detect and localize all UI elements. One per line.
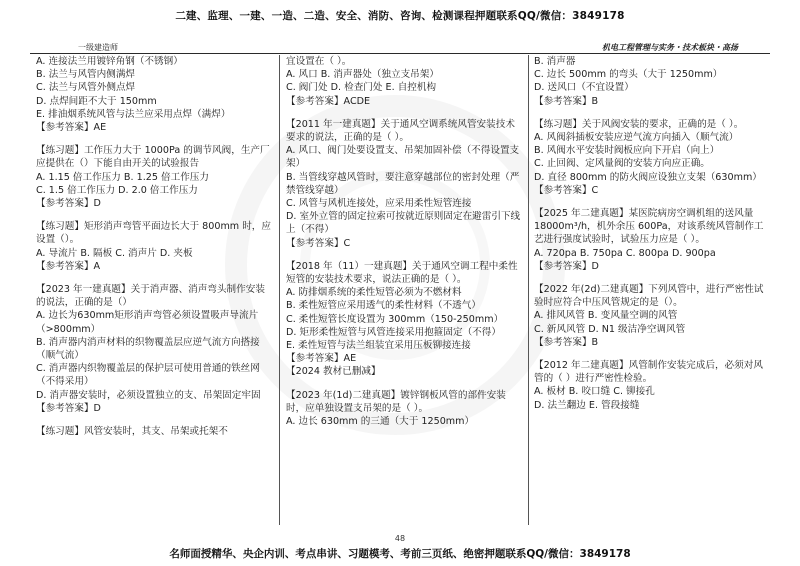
answer-line: 【参考答案】B	[534, 95, 599, 107]
paragraph-gap	[36, 273, 274, 283]
option-line: A. 风口、阀门处要设置支、吊架加固补偿（不得设置支架）	[286, 145, 520, 170]
option-line: C. 边长 500mm 的弯头（大于 1250mm）	[534, 69, 723, 81]
question-stem: 【练习题】工作压力大于 1000Pa 的调节风阀，生产厂应提供在（）下能自由开关的试验报告	[36, 145, 270, 170]
answer-line: 【参考答案】C	[286, 237, 351, 249]
paragraph-gap	[36, 134, 274, 144]
option-line: C. 阀门处 D. 检查门处 E. 自控机构	[286, 82, 437, 94]
column-divider	[528, 55, 529, 525]
question-stem: 【练习题】矩形消声弯管平面边长大于 800mm 时，应设置（）。	[36, 221, 271, 246]
paragraph-gap	[286, 379, 522, 389]
option-line: C. 风管与风机连接处，应采用柔性短管连接	[286, 198, 472, 210]
question-line: 宜设置在（ ）。	[286, 56, 352, 67]
question-stem: 【2023 年一建真题】关于消声器、消声弯头制作安装的说法，正确的是（）	[36, 284, 265, 309]
option-line: B. 法兰与风管内侧满焊	[36, 69, 136, 81]
option-line: B. 消声器	[534, 56, 576, 67]
option-line: A. 板材 B. 咬口缝 C. 铆接孔	[534, 386, 655, 398]
top-banner: 二建、监理、一建、一造、二造、安全、消防、咨询、检测课程押题联系QQ/微信：3849178	[175, 10, 625, 22]
answer-line: 【参考答案】AE	[36, 122, 107, 134]
option-line: D. 室外立管的固定拉索可按就近原则固定在避雷引下线上（不得）	[286, 211, 521, 236]
option-line: C. 1.5 倍工作压力 D. 2.0 倍工作压力	[36, 184, 198, 196]
answer-line: 【参考答案】ACDE	[286, 95, 371, 107]
answer-line: 【参考答案】D	[534, 260, 599, 272]
answer-line: 【参考答案】C	[534, 184, 599, 196]
paragraph-gap	[534, 197, 770, 207]
question-stem: 【2018 年（11）一建真题】关于通风空调工程中柔性短管的安装技术要求，说法正确的是（ ）。	[286, 260, 518, 286]
option-line: A. 防排烟系统的柔性短管必须为不燃材料	[286, 287, 462, 299]
column-divider	[279, 55, 280, 525]
option-line: A. 导流片 B. 隔板 C. 消声片 D. 夹板	[36, 247, 193, 259]
option-line: E. 排油烟系统风管与法兰应采用点焊（满焊）	[36, 108, 231, 120]
answer-line: 【参考答案】D	[36, 198, 101, 210]
answer-line: 【参考答案】B	[534, 336, 599, 348]
option-line: A. 连接法兰用镀锌角钢（不锈钢）	[36, 56, 183, 67]
header-left-title: 一级建造师	[78, 43, 118, 52]
option-line: A. 1.15 倍工作压力 B. 1.25 倍工作压力	[36, 171, 209, 183]
option-line: D. 矩形柔性短管与风管连接采用抱箍固定（不得）	[286, 326, 501, 338]
option-line: D. 点焊间距不大于 150mm	[36, 95, 157, 107]
text-column-middle	[286, 55, 522, 525]
option-line: D. 消声器安装时，必须设置独立的支、吊架固定牢固	[36, 389, 261, 401]
option-line: C. 消声器内织物覆盖层的保护层可使用普通的铁丝网（不得采用）	[36, 363, 260, 388]
question-stem: 【2012 年二建真题】风管制作安装完成后，必须对风管的（ ）进行严密性检验。	[534, 360, 763, 385]
option-line: A. 风阀斜插板安装应逆气流方向插入（顺气流）	[534, 132, 739, 144]
option-line: A. 风口 B. 消声器处（独立支吊架）	[286, 69, 439, 81]
paragraph-gap	[36, 210, 274, 220]
paragraph-gap	[534, 108, 770, 118]
question-stem: 【2022 年(2d)二建真题】下列风管中，进行严密性试验时应符合中压风管规定的是（）。	[534, 284, 764, 309]
option-line: E. 柔性短管与法兰组装宜采用压板铆接连接	[286, 340, 471, 352]
option-line: C. 柔性短管长度设置为 300mm（150-250mm）	[286, 313, 504, 325]
header-divider	[30, 53, 770, 54]
option-line: A. 边长 630mm 的三通（大于 1250mm）	[286, 416, 475, 428]
page-number: 48	[394, 534, 406, 543]
option-line: B. 柔性短管应采用透气的柔性材料（不透气）	[286, 300, 481, 312]
text-column-right	[534, 55, 770, 525]
option-line: B. 风阀水平安装时阀板应向下开启（向上）	[534, 145, 720, 157]
question-stem: 【2024 教材已删减】	[286, 366, 381, 378]
option-line: A. 边长为630mm矩形消声弯管必须设置吸声导流片（>800mm）	[36, 310, 259, 335]
paragraph-gap	[286, 108, 522, 118]
bottom-banner: 名师面授精华、央企内训、考点串讲、习题模考、考前三页纸、绝密押题联系QQ/微信：3849178	[169, 548, 631, 560]
paragraph-gap	[286, 250, 522, 260]
option-line: D. 送风口（不宜设置）	[534, 82, 634, 94]
header-right-title: 机电工程管理与实务・技术板块・高扬	[602, 43, 738, 52]
question-stem: 【2011 年一建真题】关于通风空调系统风管安装技术要求的说法，正确的是（ ）。	[286, 118, 515, 144]
question-stem: 【练习题】风管安装时，其支、吊架或托架不	[36, 426, 228, 438]
option-line: C. 止回阀、定风量阀的安装方向应正确。	[534, 158, 710, 170]
answer-line: 【参考答案】D	[36, 402, 101, 414]
option-line: A. 720pa B. 750pa C. 800pa D. 900pa	[534, 247, 716, 259]
question-stem: 【2023 年(1d)二建真题】镀锌钢板风管的部件安装时，应单独设置支吊架的是（ ）。	[286, 389, 506, 414]
option-line: D. 直径 800mm 的防火阀应设独立支架（630mm）	[534, 171, 762, 183]
option-line: C. 法兰与风管外侧点焊	[36, 82, 136, 94]
text-column-left	[36, 55, 274, 525]
option-line: D. 法兰翻边 E. 管段接缝	[534, 399, 640, 411]
option-line: C. 新风风管 D. N1 级洁净空调风管	[534, 323, 686, 335]
option-line: B. 当管线穿越风管时，要注意穿越部位的密封处理（严禁管线穿越）	[286, 171, 520, 196]
option-line: A. 排风风管 B. 变风量空调的风管	[534, 310, 678, 322]
paragraph-gap	[534, 349, 770, 359]
question-stem: 【练习题】关于风阀安装的要求，正确的是（ ）。	[534, 118, 744, 130]
option-line: B. 消声器内消声材料的织物覆盖层应逆气流方向搭接（顺气流）	[36, 336, 260, 362]
paragraph-gap	[36, 415, 274, 425]
question-stem: 【2025 年二建真题】某医院病房空调机组的送风量 18000m³/h，机外余压 600Pa，对该系统风管制作工艺进行强度试验时，试验压力应是（ ）。	[534, 208, 764, 246]
paragraph-gap	[534, 273, 770, 283]
answer-line: 【参考答案】AE	[286, 353, 357, 365]
answer-line: 【参考答案】A	[36, 260, 101, 272]
